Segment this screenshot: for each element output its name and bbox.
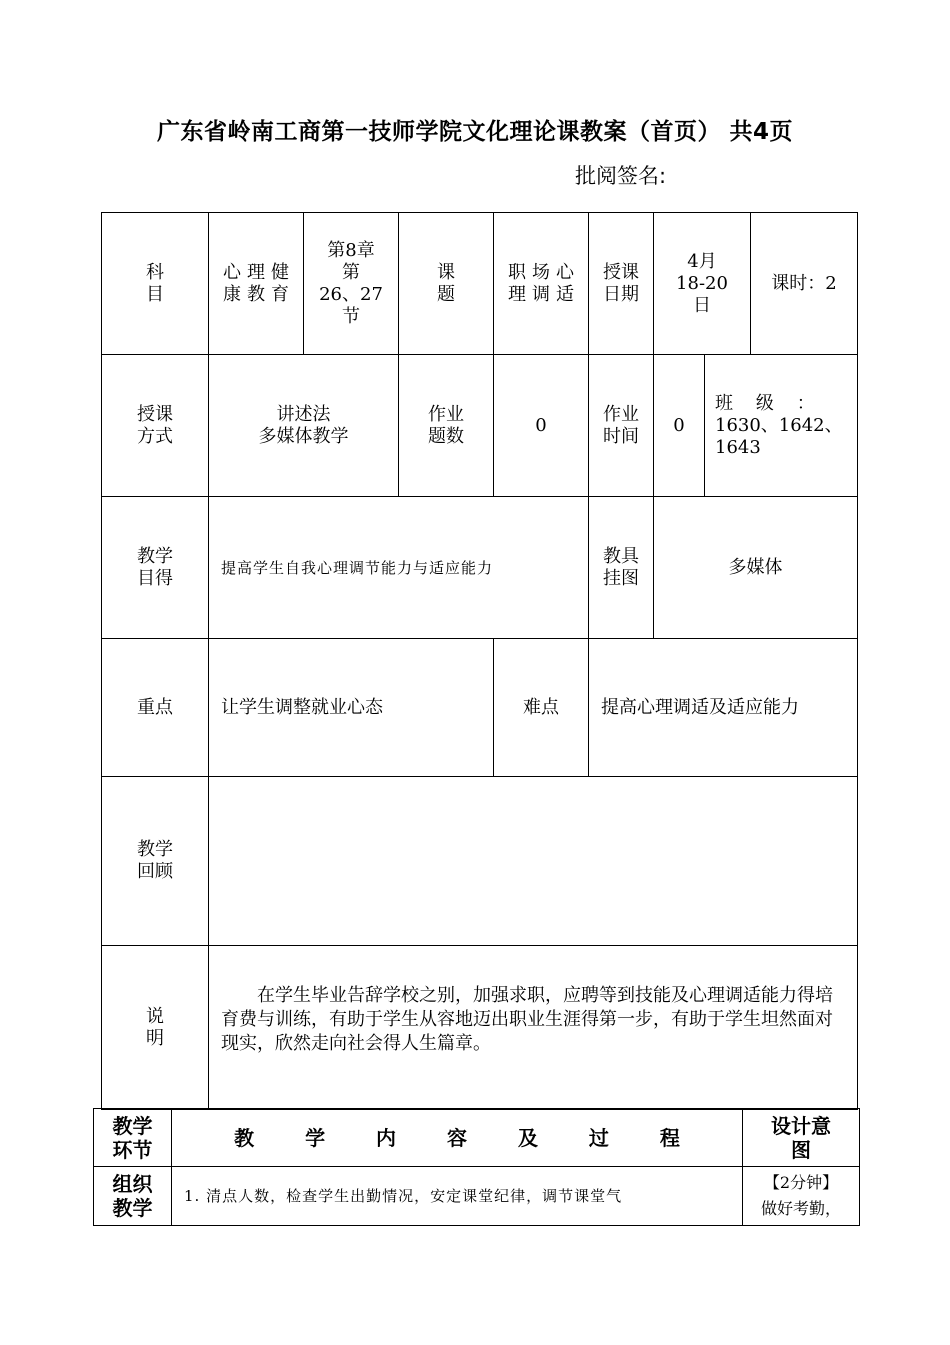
method-value: 讲述法 多媒体教学 bbox=[208, 354, 399, 497]
stage-cell: 组织 教学 bbox=[93, 1166, 172, 1226]
key-point-value: 让学生调整就业心态 bbox=[208, 638, 494, 777]
goal-label: 教学 目得 bbox=[101, 496, 209, 639]
homework-time-value: 0 bbox=[653, 354, 705, 497]
review-label: 教学 回顾 bbox=[101, 776, 209, 946]
date-value: 4月 18-20 日 bbox=[653, 212, 751, 355]
subject-value bbox=[208, 212, 304, 355]
intent-cell: 【2分钟】 做好考勤， bbox=[742, 1166, 860, 1226]
key-point-label: 重点 bbox=[101, 638, 209, 777]
topic-label: 课 题 bbox=[398, 212, 494, 355]
chapter-value: 第8章 第 26、27 节 bbox=[303, 212, 399, 355]
topic-value bbox=[493, 212, 589, 355]
homework-count-label: 作业 题数 bbox=[398, 354, 494, 497]
subject-value-text: 心理健康教育 bbox=[223, 261, 289, 305]
note-value bbox=[208, 945, 858, 1110]
intent-header: 设计意 图 bbox=[742, 1108, 860, 1167]
content-header: 教 学 内 容 及 过 程 bbox=[171, 1108, 743, 1167]
homework-count-value: 0 bbox=[493, 354, 589, 497]
content-cell: 1. 清点人数，检查学生出勤情况，安定课堂纪律，调节课堂气 bbox=[171, 1166, 743, 1226]
review-value bbox=[208, 776, 858, 946]
class-hours: 课时：2 bbox=[750, 212, 858, 355]
review-signature-label: 批阅签名: bbox=[575, 164, 667, 188]
subject-label: 科 目 bbox=[101, 212, 209, 355]
aids-label: 教具 挂图 bbox=[588, 496, 654, 639]
note-paragraph: 在学生毕业告辞学校之别，加强求职，应聘等到技能及心理调适能力得培育费与训练，有助于学生从容地迈出职业生涯得第一步，有助于学生坦然面对现实，欣然走向社会得人生篇章。 bbox=[221, 985, 833, 1054]
homework-time-label: 作业 时间 bbox=[588, 354, 654, 497]
stage-header: 教学 环节 bbox=[93, 1108, 172, 1167]
class-cell bbox=[704, 354, 858, 497]
method-label: 授课 方式 bbox=[101, 354, 209, 497]
goal-value: 提高学生自我心理调节能力与适应能力 bbox=[208, 496, 589, 639]
difficulty-value: 提高心理调适及适应能力 bbox=[588, 638, 858, 777]
aids-value: 多媒体 bbox=[653, 496, 858, 639]
class-value: 1630、1642、 1643 bbox=[715, 414, 843, 458]
class-label: 班 级 ： bbox=[715, 392, 815, 414]
date-label: 授课 日期 bbox=[588, 212, 654, 355]
note-label: 说 明 bbox=[101, 945, 209, 1110]
difficulty-label: 难点 bbox=[493, 638, 589, 777]
page-title: 广东省岭南工商第一技师学院文化理论课教案（首页） 共4页 bbox=[156, 119, 793, 145]
topic-value-text: 职场心理调适 bbox=[508, 261, 574, 305]
